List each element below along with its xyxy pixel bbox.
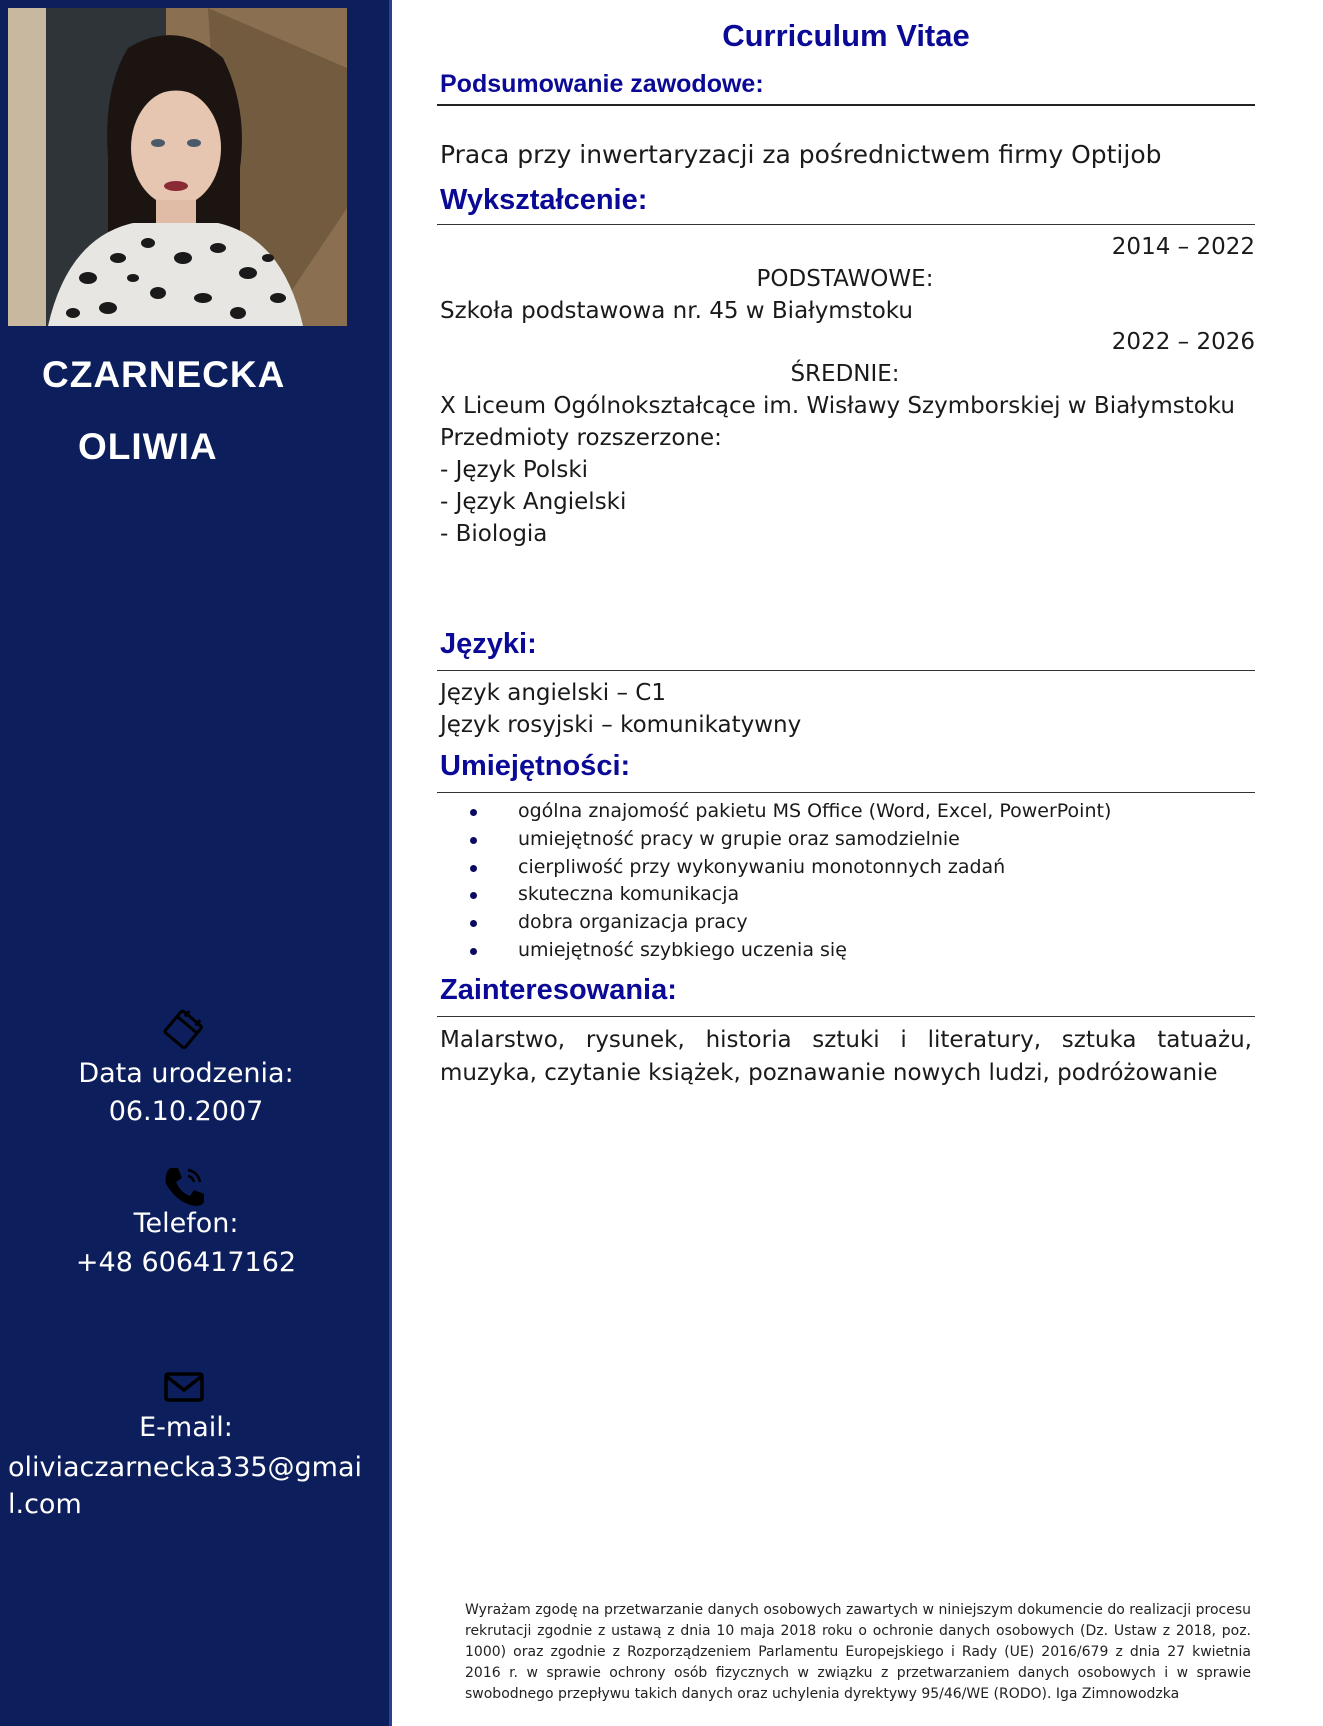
skills-divider [437,792,1255,793]
language-item: Język angielski – C1 [440,680,666,706]
bullet-icon [470,865,477,872]
list-item [440,939,1111,967]
education-heading: Wykształcenie: [440,184,648,216]
bullet-icon [470,809,477,816]
calendar-icon [160,1006,208,1054]
education-years: 2022 – 2026 [1111,329,1255,355]
summary-divider [437,104,1255,106]
education-level: PODSTAWOWE: [756,266,934,292]
languages-divider [437,670,1255,671]
languages-heading: Języki: [440,628,537,660]
surname: CZARNECKA [42,354,286,395]
list-item [440,856,1111,884]
list-item [440,828,1111,856]
extended-subjects-label: Przedmioty rozszerzone: [440,425,722,451]
bullet-icon [470,837,477,844]
profile-photo [8,8,347,326]
phone-value: +48 606417162 [75,1247,297,1278]
skill-text: dobra organizacja pracy [518,911,748,934]
main-content [392,0,1323,1726]
gdpr-consent: Wyrażam zgodę na przetwarzanie danych osobowych zawartych w niniejszym dokumencie do realizacji procesu rekrutacji zgodnie z ustawą z dnia 10 maja 2018 roku o ochronie danych osobowych (Dz. Ustaw z 2018, poz. 1000) oraz zgodnie z Rozporządzeniem Parlamentu Europejskiego i Rady (UE) 2016/679 z dnia 27 kwietnia 2016 r. w sprawie ochrony osób fizycznych w związku z przetwarzaniem danych osobowych i w sprawie swobodnego przepływu takich danych oraz uchylenia dyrektywy 95/46/WE (RODO). Iga Zimnowodzka [465,1602,1251,1702]
birth-date-label: Data urodzenia: [78,1058,294,1089]
bullet-icon [470,948,477,955]
education-school: X Liceum Ogólnokształcące im. Wisławy Szymborskiej w Białymstoku [440,393,1235,419]
list-item [440,883,1111,911]
first-name: OLIWIA [78,426,218,467]
education-school: Szkoła podstawowa nr. 45 w Białymstoku [440,298,913,324]
skills-list [440,800,1111,967]
skill-text: umiejętność szybkiego uczenia się [518,938,847,961]
email-value[interactable]: oliviaczarnecka335@gmail.com [8,1452,363,1520]
list-item [440,800,1111,828]
email-label: E-mail: [139,1412,233,1443]
phone-label: Telefon: [133,1208,239,1239]
envelope-icon [160,1362,208,1410]
interests-text: Malarstwo, rysunek, historia sztuki i literatury, sztuka tatuażu, muzyka, czytanie książek, poznawanie nowych ludzi, podróżowanie [440,1027,1252,1086]
skill-text: umiejętność pracy w grupie oraz samodzielnie [518,827,960,850]
education-level: ŚREDNIE: [790,361,900,387]
education-divider [437,224,1255,225]
interests-divider [437,1016,1255,1017]
summary-heading: Podsumowanie zawodowe: [440,70,764,98]
skills-heading: Umiejętności: [440,750,631,782]
skill-text: cierpliwość przy wykonywaniu monotonnych zadań [518,855,1006,878]
extended-subject: - Język Angielski [440,489,627,515]
extended-subject: - Biologia [440,521,548,547]
extended-subject: - Język Polski [440,457,589,483]
language-item: Język rosyjski – komunikatywny [440,712,802,738]
birth-date-value: 06.10.2007 [108,1096,264,1127]
skill-text: skuteczna komunikacja [518,883,740,906]
sidebar [0,0,392,1726]
bullet-icon [470,892,477,899]
phone-icon [160,1162,208,1210]
page-title: Curriculum Vitae [722,18,970,53]
interests-heading: Zainteresowania: [440,974,677,1006]
education-years: 2014 – 2022 [1111,234,1255,260]
list-item [440,911,1111,939]
bullet-icon [470,920,477,927]
skill-text: ogólna znajomość pakietu MS Office (Word, Excel, PowerPoint) [518,800,1112,822]
summary-text: Praca przy inwertaryzacji za pośrednictwem firmy Optijob [440,140,1162,169]
